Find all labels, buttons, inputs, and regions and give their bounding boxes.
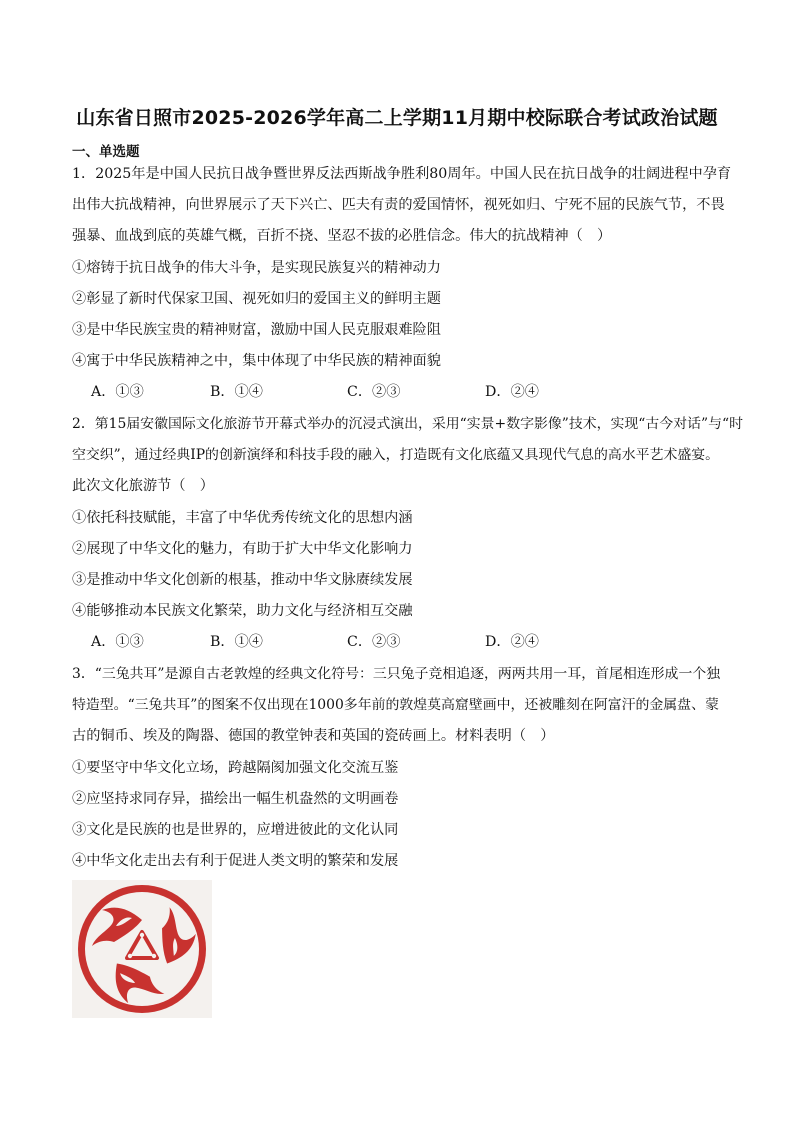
question-1-line-3: 强暴、血战到底的英雄气概，百折不挠、坚忍不拔的必胜信念。伟大的抗战精神（ ） [72,228,612,244]
question-2-line-1: 2．第15届安徽国际文化旅游节开幕式举办的沉浸式演出，采用“实景+数字影像”技术，实现“古今对话”与“时 [72,416,743,432]
question-3-line-3: 古的铜币、埃及的陶器、德国的教堂钟表和英国的瓷砖画上。材料表明（ ） [72,728,555,744]
question-2-option-d[interactable]: D．②④ [485,634,539,650]
question-2-statement-1: ①依托科技赋能，丰富了中华优秀传统文化的思想内涵 [72,510,413,526]
question-3-line-2: 特造型。“三兔共耳”的图案不仅出现在1000多年前的敦煌莫高窟壁画中，还被雕刻在阿富汗的金属盘、蒙 [72,697,719,713]
question-2-option-b[interactable]: B．①④ [210,634,263,650]
question-1-option-d[interactable]: D．②④ [485,384,539,400]
question-2-statement-4: ④能够推动本民族文化繁荣，助力文化与经济相互交融 [72,603,413,619]
question-3-statement-2: ②应坚持求同存异，描绘出一幅生机盎然的文明画卷 [72,791,399,807]
question-1-statement-3: ③是中华民族宝贵的精神财富，激励中国人民克服艰难险阻 [72,322,441,338]
question-2-line-3: 此次文化旅游节（ ） [72,478,214,494]
question-2-statement-2: ②展现了中华文化的魅力，有助于扩大中华文化影响力 [72,541,413,557]
question-1-statement-4: ④寓于中华民族精神之中，集中体现了中华民族的精神面貌 [72,353,441,369]
question-3-statement-4: ④中华文化走出去有利于促进人类文明的繁荣和发展 [72,853,399,869]
question-3-line-1: 3．“三兔共耳”是源自古老敦煌的经典文化符号：三只兔子竞相追逐，两两共用一耳，首尾相连形成一个独 [72,666,721,682]
question-1-option-b[interactable]: B．①④ [210,384,263,400]
three-rabbits-emblem-svg [72,880,212,1018]
question-2-option-a[interactable]: A．①③ [91,634,144,650]
page-title: 山东省日照市2025-2026学年高二上学期11月期中校际联合考试政治试题 [76,107,718,129]
question-1-statement-1: ①熔铸于抗日战争的伟大斗争，是实现民族复兴的精神动力 [72,260,441,276]
question-1-line-1: 1．2025年是中国人民抗日战争暨世界反法西斯战争胜利80周年。中国人民在抗日战争的壮阔进程中孕育 [72,166,732,182]
question-1-option-a[interactable]: A．①③ [91,384,144,400]
question-2-option-c[interactable]: C．②③ [347,634,401,650]
question-3-statement-1: ①要坚守中华文化立场，跨越隔阂加强文化交流互鉴 [72,760,399,776]
question-2-line-2: 空交织”，通过经典IP的创新演绎和科技手段的融入，打造既有文化底蕴又具现代气息的高水平艺术盛宴。 [72,447,720,463]
question-3-statement-3: ③文化是民族的也是世界的，应增进彼此的文化认同 [72,822,399,838]
section-heading: 一、单选题 [72,144,140,160]
three-rabbits-emblem-icon [72,880,212,1018]
question-2-statement-3: ③是推动中华文化创新的根基，推动中华文脉赓续发展 [72,572,413,588]
question-1-line-2: 出伟大抗战精神，向世界展示了天下兴亡、匹夫有责的爱国情怀，视死如归、宁死不屈的民族气节，不畏 [72,197,725,213]
question-1-statement-2: ②彰显了新时代保家卫国、视死如归的爱国主义的鲜明主题 [72,291,441,307]
question-1-option-c[interactable]: C．②③ [347,384,401,400]
